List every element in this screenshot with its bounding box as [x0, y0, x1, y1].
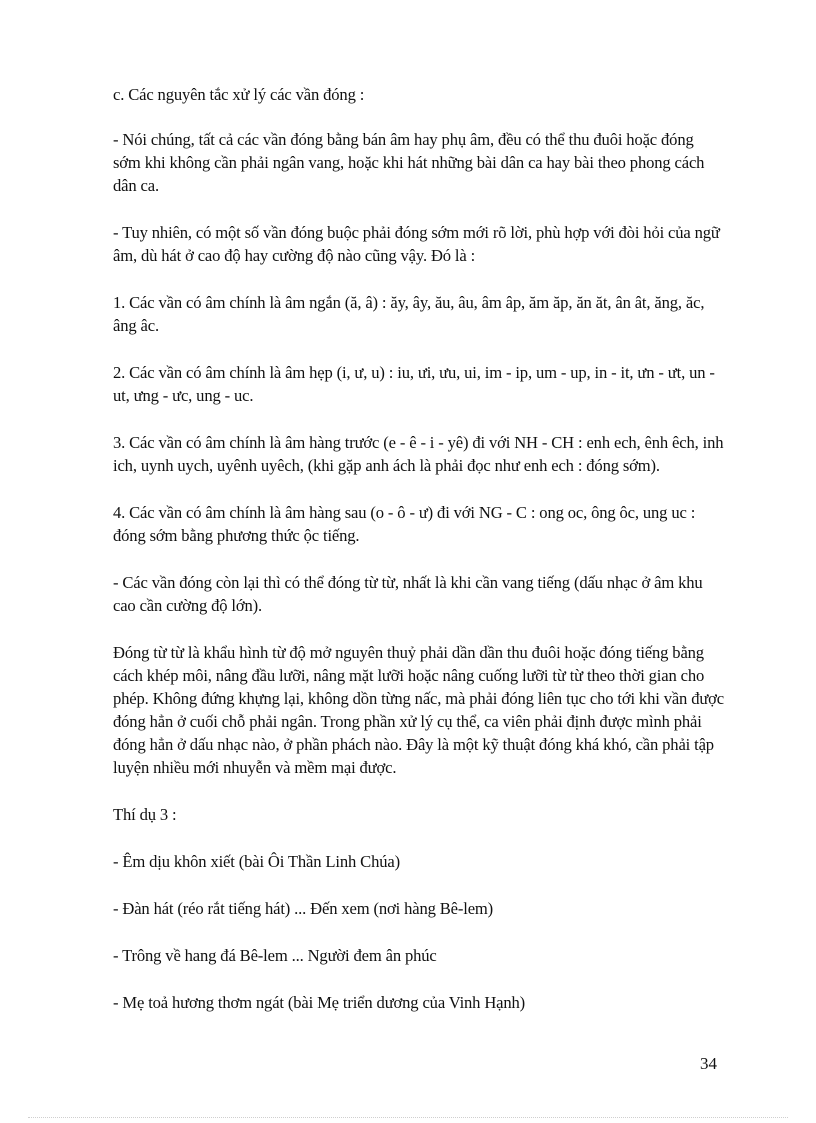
example-line-2: - Đàn hát (réo rắt tiếng hát) ... Đến xem (nơi hàng Bê-lem): [113, 899, 494, 918]
example-line-3: - Trông về hang đá Bê-lem ... Người đem ân phúc: [113, 946, 437, 965]
footer-divider: [28, 1117, 788, 1118]
example-heading: Thí dụ 3 :: [113, 805, 177, 824]
document-body: [113, 83, 725, 1038]
example-line-4: - Mẹ toả hương thơm ngát (bài Mẹ triển dương của Vinh Hạnh): [113, 993, 526, 1012]
paragraph-gradual-closing: Đóng từ từ là khẩu hình từ độ mở nguyên thuỷ phải dần dần thu đuôi hoặc đóng tiếng bằng cách khép môi, nâng đầu lưỡi, nâng mặt lưỡi hoặc nâng cuống lưỡi từ từ theo thời gian cho phép. Không đứng khựng lại, không dồn từng nấc, mà phải đóng liên tục cho tới khi vần được đóng hẳn ở cuối chỗ phải ngân. Trong phần xử lý cụ thể, ca viên phải định được mình phải đóng hẳn ở dấu nhạc nào, ở phần phách nào. Đây là một kỹ thuật đóng khá khó, cần phải tập luyện nhiều mới nhuyễn và mềm mại được.: [113, 643, 725, 777]
list-item-1: 1. Các vần có âm chính là âm ngắn (ă, â) : ăy, ây, ău, âu, âm âp, ăm ăp, ăn ăt, ân ât, ăng, ăc, âng âc.: [113, 293, 705, 335]
list-item-3: 3. Các vần có âm chính là âm hàng trước (e - ê - i - yê) đi với NH - CH : enh ech, ênh êch, inh ich, uynh uych, uyênh uyêch, (khi gặp anh ách là phải đọc như enh ech : đóng sớm).: [113, 433, 724, 475]
example-line-1: - Êm dịu khôn xiết (bài Ôi Thần Linh Chúa): [113, 852, 400, 871]
list-item-4: 4. Các vần có âm chính là âm hàng sau (o - ô - ư) đi với NG - C : ong oc, ông ôc, ung uc : đóng sớm bằng phương thức ộc tiếng.: [113, 503, 696, 545]
page-number: 34: [700, 1054, 717, 1073]
paragraph-exceptions: - Tuy nhiên, có một số vần đóng buộc phải đóng sớm mới rõ lời, phù hợp với đòi hỏi của ngữ âm, dù hát ở cao độ hay cường độ nào cũng vậy. Đó là :: [113, 223, 720, 265]
paragraph-remaining: - Các vần đóng còn lại thì có thể đóng từ từ, nhất là khi cần vang tiếng (dấu nhạc ở âm khu cao cần cường độ lớn).: [113, 573, 703, 615]
paragraph-general-rule: - Nói chúng, tất cả các vần đóng bằng bán âm hay phụ âm, đều có thể thu đuôi hoặc đóng sớm khi không cần phải ngân vang, hoặc khi hát những bài dân ca hay bài theo phong cách dân ca.: [113, 130, 705, 195]
section-heading: c. Các nguyên tắc xử lý các vần đóng :: [113, 85, 365, 104]
list-item-2: 2. Các vần có âm chính là âm hẹp (i, ư, u) : iu, ưi, ưu, ui, im - ip, um - up, in - it, ưn - ưt, un - ut, ưng - ưc, ung - uc.: [113, 363, 715, 405]
